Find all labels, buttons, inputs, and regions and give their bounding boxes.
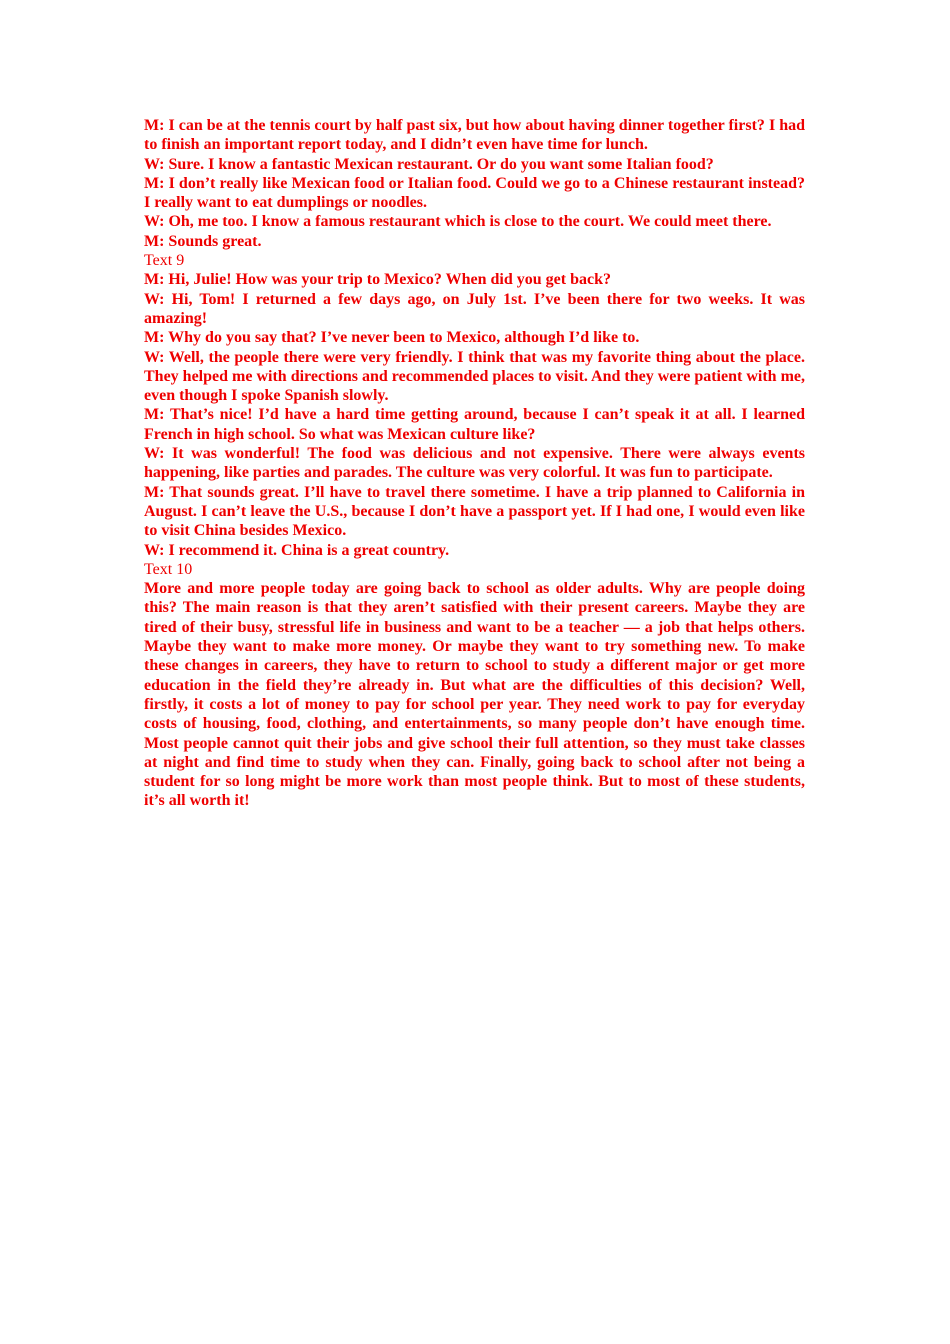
dialogue-line: W: It was wonderful! The food was delicious and not expensive. There were always events happening, like parties and parades. The culture was very colorful. It was fun to participate. (144, 445, 805, 482)
dialogue-line: M: Sounds great. (144, 232, 262, 250)
dialogue-line: M: Why do you say that? I’ve never been to Mexico, although I’d like to. (144, 329, 640, 347)
dialogue-line: W: I recommend it. China is a great country. (144, 541, 450, 559)
document-page (144, 116, 805, 811)
section-heading-text-9: Text 9 (144, 252, 185, 270)
dialogue-line: M: That sounds great. I’ll have to travel there sometime. I have a trip planned to California in August. I can’t leave the U.S., because I don’t have a passport yet. If I had one, I would even like to visit China besides Mexico. (144, 483, 805, 540)
dialogue-line: W: Hi, Tom! I returned a few days ago, on July 1st. I’ve been there for two weeks. It was amazing! (144, 290, 805, 327)
section-heading-text-10: Text 10 (144, 560, 193, 578)
dialogue-line: M: Hi, Julie! How was your trip to Mexico? When did you get back? (144, 271, 611, 289)
dialogue-line: M: I don’t really like Mexican food or Italian food. Could we go to a Chinese restaurant instead? I really want to eat dumplings or noodles. (144, 174, 805, 212)
dialogue-line: W: Sure. I know a fantastic Mexican restaurant. Or do you want some Italian food? (144, 155, 714, 173)
dialogue-line: M: I can be at the tennis court by half past six, but how about having dinner together first? I had to finish an important report today, and I didn’t even have time for lunch. (144, 117, 805, 154)
dialogue-line: W: Oh, me too. I know a famous restaurant which is close to the court. We could meet there. (144, 213, 772, 231)
dialogue-line: M: That’s nice! I’d have a hard time getting around, because I can’t speak it at all. I learned French in high school. So what was Mexican culture like? (144, 406, 805, 443)
passage-paragraph: More and more people today are going back to school as older adults. Why are people doing this? The main reason is that they aren’t satisfied with their present careers. Maybe they are tired of their busy, stressful life in business and want to be a teacher — a job that helps others. Maybe they want to make more money. Or maybe they want to try something new. To make these changes in careers, they have to return to school to study a different major or get more education in the field they’re already in. But what are the difficulties of this decision? Well, firstly, it costs a lot of money to pay for school per year. They need work to pay for everyday costs of housing, food, clothing, and entertainments, so many people don’t have enough time. Most people cannot quit their jobs and give school their full attention, so they must take classes at night and find time to study when they can. Finally, going back to school after not being a student for so long might be more work than most people think. But to most of these students, it’s all worth it! (144, 580, 805, 810)
dialogue-line: W: Well, the people there were very friendly. I think that was my favorite thing about the place. They helped me with directions and recommended places to visit. And they were patient with me, even though I spoke Spanish slowly. (144, 348, 805, 405)
